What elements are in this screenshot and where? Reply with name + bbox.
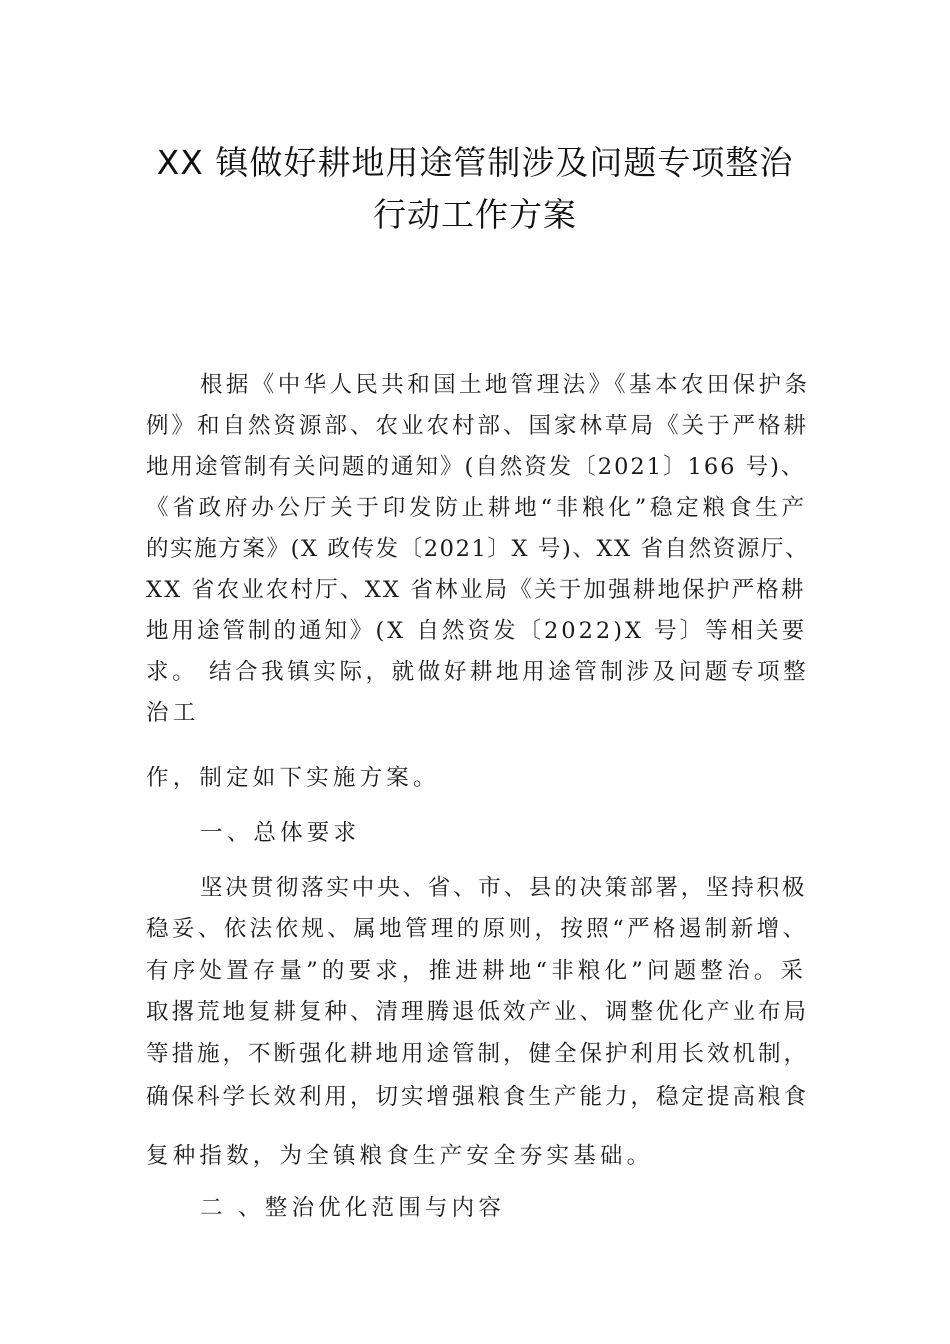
body-line: 复种指数，为全镇粮食生产安全夯实基础。 — [146, 1143, 654, 1169]
body-line: 地用途管制有关问题的通知》(自然资发〔2021〕166 号)、 — [146, 454, 806, 480]
body-line: 坚决贯彻落实中央、省、市、县的决策部署，坚持积极 — [200, 875, 808, 901]
body-line: 求。 结合我镇实际，就做好耕地用途管制涉及问题专项整 — [146, 659, 810, 685]
document-title-line-2: 行动工作方案 — [373, 195, 577, 234]
body-line: XX 省农业农村厅、XX 省林业局《关于加强耕地保护严格耕 — [146, 577, 806, 603]
body-line: 等措施，不断强化耕地用途管制，健全保护利用长效机制， — [146, 1041, 810, 1067]
document-title-line-1: XX 镇做好耕地用途管制涉及问题专项整治 — [156, 143, 794, 182]
body-line: 《省政府办公厅关于印发防止耕地“非粮化”稳定粮食生产 — [146, 495, 808, 521]
body-line: 取撂荒地复耕复种、清理腾退低效产业、调整优化产业布局 — [146, 999, 810, 1025]
body-line: 稳妥、依法依规、属地管理的原则，按照“严格遏制新增、 — [146, 916, 809, 942]
body-line: 的实施方案》(X 政传发〔2021〕X 号)、XX 省自然资源厅、 — [146, 536, 810, 562]
body-line: 例》和自然资源部、农业农村部、国家林草局《关于严格耕 — [146, 413, 810, 439]
body-line: 地用途管制的通知》(X 自然资发〔2022)X 号〕等相关要 — [146, 618, 808, 644]
body-line: 有序处置存量”的要求，推进耕地“非粮化”问题整治。采 — [146, 958, 808, 984]
body-line: 确保科学长效利用，切实增强粮食生产能力，稳定提高粮食 — [146, 1084, 810, 1110]
body-line: 根据《中华人民共和国土地管理法》《基本农田保护条 — [200, 372, 811, 398]
body-line: 作，制定如下实施方案。 — [146, 765, 440, 791]
body-line: 治工 — [146, 700, 200, 726]
section-heading-1: 一、总体要求 — [200, 820, 361, 846]
section-heading-2: 二 、整治优化范围与内容 — [200, 1195, 506, 1221]
